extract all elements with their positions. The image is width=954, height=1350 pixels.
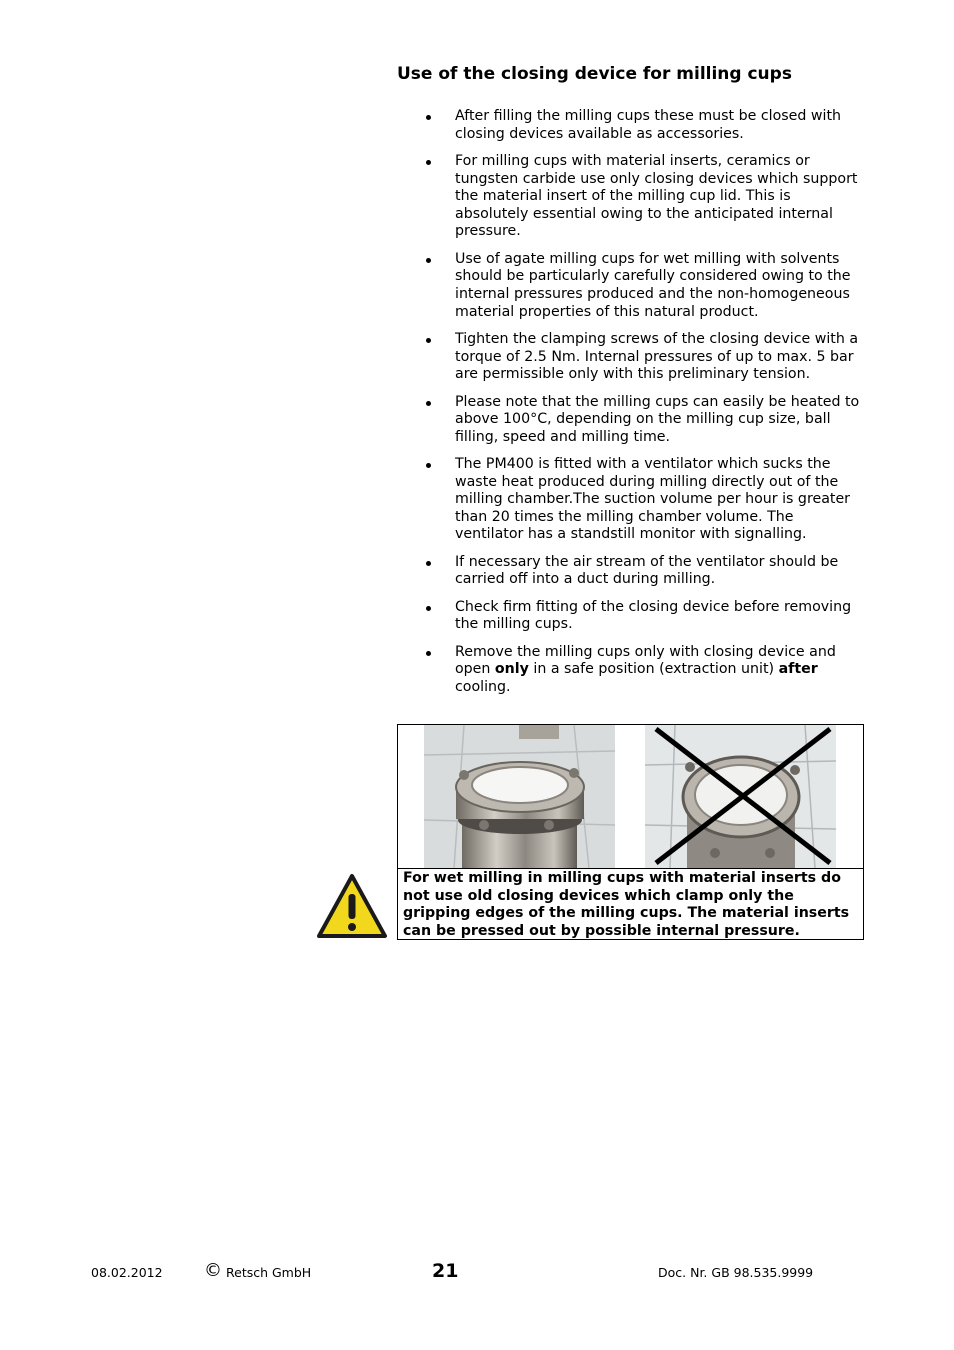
bullet-item (424, 153, 864, 241)
bullet-text: The PM400 is fitted with a ventilator which sucks the waste heat produced during milling directly out of the milling chamber.The suction volume per hour is greater than 20 times the milling chamber volume. The ventilator has a standstill monitor with signalling. (455, 456, 851, 543)
instruction-list (424, 108, 864, 706)
bullet-item (424, 644, 864, 697)
warning-caption: For wet milling in milling cups with material inserts do not use old closing devices which clamp only the gripping edges of the milling cups. The material inserts can be pressed out by possible internal pressure. (398, 868, 863, 939)
bullet-item (424, 108, 864, 143)
footer-company: Retsch GmbH (226, 1265, 312, 1280)
page-footer (0, 1259, 954, 1289)
bullet-text: Use of agate milling cups for wet milling with solvents should be particularly carefully considered owing to the internal pressures produced and the non-homogeneous material properties of this natural product. (455, 250, 851, 320)
closing-device-figure (397, 724, 864, 940)
bullet-emphasis: only (494, 661, 529, 678)
bullet-text: cooling. (455, 679, 511, 695)
bullet-item (424, 394, 864, 447)
warning-triangle-icon (316, 873, 388, 939)
bullet-text: Tighten the clamping screws of the closing device with a torque of 2.5 Nm. Internal pressures of up to max. 5 bar are permissible only with this preliminary tension. (455, 330, 859, 383)
bullet-text: After filling the milling cups these must be closed with closing devices available as accessories. (455, 108, 842, 142)
document-number: Doc. Nr. GB 98.535.9999 (658, 1265, 814, 1280)
page-number: 21 (432, 1260, 459, 1282)
bullet-text: Please note that the milling cups can easily be heated to above 100°C, depending on the milling cup size, ball filling, speed and milling time. (455, 393, 860, 445)
correct-closing-device-photo (424, 725, 615, 868)
bullet-item (424, 554, 864, 589)
bullet-text: Check firm fitting of the closing device before removing the milling cups. (455, 598, 852, 633)
bullet-item (424, 331, 864, 384)
footer-date: 08.02.2012 (91, 1265, 163, 1280)
bullet-text: Remove the milling cups only with closing device and open (455, 643, 836, 678)
bullet-text: If necessary the air stream of the ventilator should be carried off into a duct during milling. (455, 553, 839, 588)
section-heading: Use of the closing device for milling cups (397, 64, 792, 84)
bullet-text: For milling cups with material inserts, ceramics or tungsten carbide use only closing devices which support the material insert of the milling cup lid. This is absolutely essential owing to the anticipated internal pressure. (455, 152, 858, 240)
bullet-item (424, 599, 864, 634)
copyright-symbol: © (204, 1260, 222, 1281)
bullet-item (424, 251, 864, 321)
bullet-emphasis: after (778, 661, 818, 678)
prohibited-cross-icon (654, 727, 832, 865)
bullet-text: in a safe position (extraction unit) (528, 661, 779, 678)
bullet-item (424, 456, 864, 544)
